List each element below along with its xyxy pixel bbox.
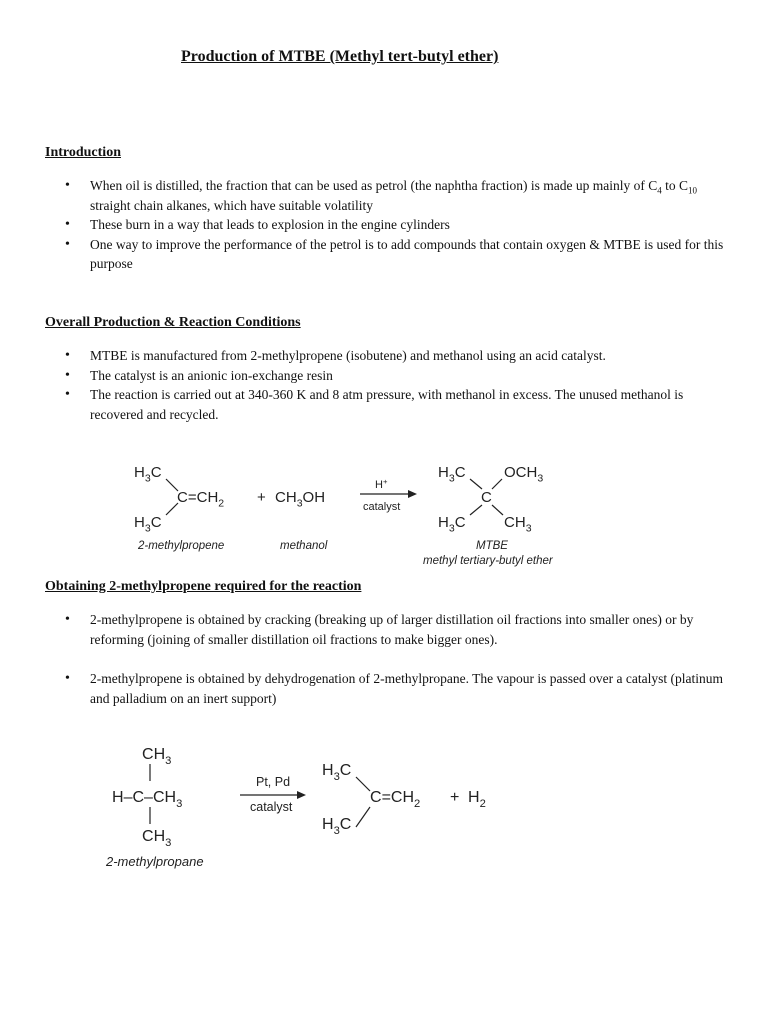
- reactant1-c-ch2: $C=CH_2$: [177, 489, 225, 510]
- condition-catalyst: catalyst: [363, 501, 401, 513]
- reactant-h-c-ch3: $H-C-CH_3$: [112, 789, 183, 810]
- reactant2-formula: $CH_3OH$: [275, 489, 326, 510]
- product-caption-name: methyl tertiary-butyl ether: [423, 555, 553, 567]
- product-h3c-top: $H_3C$: [322, 762, 352, 783]
- arrowhead: [408, 490, 417, 498]
- section-heading-production: Overall Production & Reaction Conditions: [45, 315, 301, 330]
- arrowhead: [297, 791, 306, 799]
- introduction-bullets: [45, 176, 725, 274]
- plus-sign: +: [257, 489, 266, 506]
- condition-catalyst: catalyst: [250, 800, 293, 814]
- product-central-c: C: [481, 489, 492, 506]
- reactant1-caption: 2-methylpropene: [138, 540, 225, 552]
- section-heading-introduction: Introduction: [45, 145, 121, 160]
- section-heading-obtaining: Obtaining 2-methylpropene required for the reaction: [45, 579, 362, 594]
- product-c-ch2: $C=CH_2$: [370, 789, 421, 810]
- list-item: • MTBE is manufactured from 2-methylpropene (isobutene) and methanol using an acid catalyst.: [45, 346, 725, 366]
- mtbe-reaction-scheme: [130, 455, 580, 575]
- reactant-ch3-bottom: $CH_3$: [142, 828, 172, 849]
- condition-acid: H+: [375, 477, 388, 491]
- product-ch3: $CH_3$: [504, 514, 532, 535]
- product-h3c-top: $H_3C$: [438, 464, 466, 485]
- product-h3c-bottom: $H_3C$: [322, 816, 352, 837]
- plus-sign: +: [450, 789, 460, 806]
- byproduct-h2: $H_2$: [468, 789, 486, 810]
- condition-metals: Pt, Pd: [256, 775, 291, 789]
- product-och3: $OCH_3$: [504, 464, 544, 485]
- document-title: Production of MTBE (Methyl tert-butyl ether): [181, 48, 499, 65]
- reactant2-caption: methanol: [280, 540, 328, 552]
- reactant1-h3c-top: $H_3C$: [134, 464, 162, 485]
- list-item: • The reaction is carried out at 340-360 K and 8 atm pressure, with methanol in excess. The unused methanol is recovered and recycled.: [45, 385, 725, 424]
- reactant-ch3-top: $CH_3$: [142, 746, 172, 767]
- obtaining-bullets: [45, 610, 725, 708]
- product-h3c-bottom: $H_3C$: [438, 514, 466, 535]
- dehydrogenation-scheme: [100, 735, 510, 875]
- list-item: • One way to improve the performance of the petrol is to add compounds that contain oxygen & MTBE is used for this purpose: [45, 235, 725, 274]
- reactant-caption: 2-methylpropane: [106, 854, 204, 869]
- list-item: • 2-methylpropene is obtained by dehydrogenation of 2-methylpropane. The vapour is passed over a catalyst (platinum and palladium on an inert support): [45, 669, 725, 708]
- list-item: • 2-methylpropene is obtained by cracking (breaking up of larger distillation oil fractions into smaller ones) or by reforming (joining of smaller distillation oil fractions to make bigger ones).: [45, 610, 725, 649]
- list-item: • The catalyst is an anionic ion-exchange resin: [45, 366, 725, 386]
- list-item: • These burn in a way that leads to explosion in the engine cylinders: [45, 215, 725, 235]
- reactant1-h3c-bottom: $H_3C$: [134, 514, 162, 535]
- list-item: • When oil is distilled, the fraction that can be used as petrol (the naphtha fraction) is made up mainly of $C_4$ to $C_{10}$ straight chain alkanes, which have suitable volatility: [45, 176, 725, 215]
- production-bullets: [45, 346, 725, 424]
- product-caption-mtbe: MTBE: [476, 540, 508, 552]
